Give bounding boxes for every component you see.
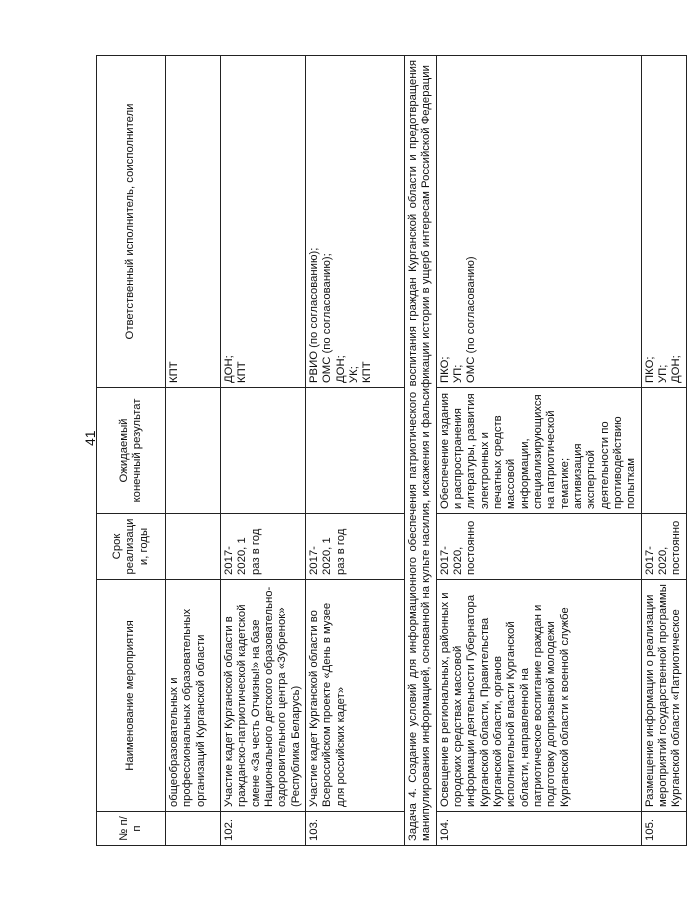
row-num: 105. — [641, 812, 686, 846]
row-num: 103. — [305, 812, 404, 846]
row-name: Размещение информации о реализации мероприятий государственной программы Курганской области «Патриотическое — [641, 580, 686, 812]
table-row — [221, 55, 306, 845]
row-responsible: ДОН; КПТ — [221, 55, 306, 387]
header-term: Срок реализации, годы — [97, 514, 166, 580]
row-name: общеобразовательных и профессиональных образовательных организаций Курганской области — [166, 580, 221, 812]
row-term: 2017-2020, постоянно — [641, 514, 686, 580]
row-term: 2017-2020, постоянно — [436, 514, 641, 580]
task-row — [404, 55, 436, 845]
header-num: № п/п — [97, 812, 166, 846]
row-responsible: ПКО; УП; ОМС (по согласованию) — [436, 55, 641, 387]
row-term: 2017-2020, 1 раз в год — [305, 514, 404, 580]
page-number: 41 — [82, 430, 98, 446]
row-name: Участие кадет Курганской области во Всероссийском проекте «День в музее для российских кадет» — [305, 580, 404, 812]
row-result — [641, 388, 686, 514]
table-header-row — [97, 55, 166, 845]
row-responsible: КПТ — [166, 55, 221, 387]
header-result: Ожидаемый конечный результат — [97, 388, 166, 514]
row-num — [166, 812, 221, 846]
rotated-page — [96, 56, 683, 846]
row-num: 104. — [436, 812, 641, 846]
row-result — [305, 388, 404, 514]
row-term — [166, 514, 221, 580]
table-row — [166, 55, 221, 845]
task-heading: Задача 4. Создание условий для информационного обеспечения патриотического воспитания граждан Курганской области и предотвращения манипулирования информацией, основанной на культе насилия, искажения и фальсификации истории в ущерб интересам Российской Федерации — [404, 55, 436, 845]
table-row — [641, 55, 686, 845]
header-name: Наименование мероприятия — [97, 580, 166, 812]
header-responsible: Ответственный исполнитель, соисполнители — [97, 55, 166, 387]
row-name: Освещение в региональных, районных и городских средствах массовой информации деятельности Губернатора Курганской области, Правительства Курганской области, органов исполнительной власти Курганской области, направленной на патриотическое воспитание граждан и подготовку допризывной молодежи Курганской области к военной службе — [436, 580, 641, 812]
row-result — [166, 388, 221, 514]
measures-table — [96, 55, 687, 846]
table-row — [436, 55, 641, 845]
row-term: 2017-2020, 1 раз в год — [221, 514, 306, 580]
row-name: Участие кадет Курганской области в гражданско-патриотической кадетской смене «За честь Отчизны!» на базе Национального детского образовательно-оздоровительного центра «Зубренок» (Республика Беларусь) — [221, 580, 306, 812]
row-result — [221, 388, 306, 514]
row-result: Обеспечение издания и распространения литературы, развития электронных и печатных средств массовой информации, специализирующихся на патриотической тематике; активизация экспертной деятельности по противодействию попыткам — [436, 388, 641, 514]
row-responsible: ПКО; УП; ДОН; — [641, 55, 686, 387]
row-num: 102. — [221, 812, 306, 846]
table-row — [305, 55, 404, 845]
row-responsible: РВИО (по согласованию); ОМС (по согласованию); ДОН; УК; КПТ — [305, 55, 404, 387]
